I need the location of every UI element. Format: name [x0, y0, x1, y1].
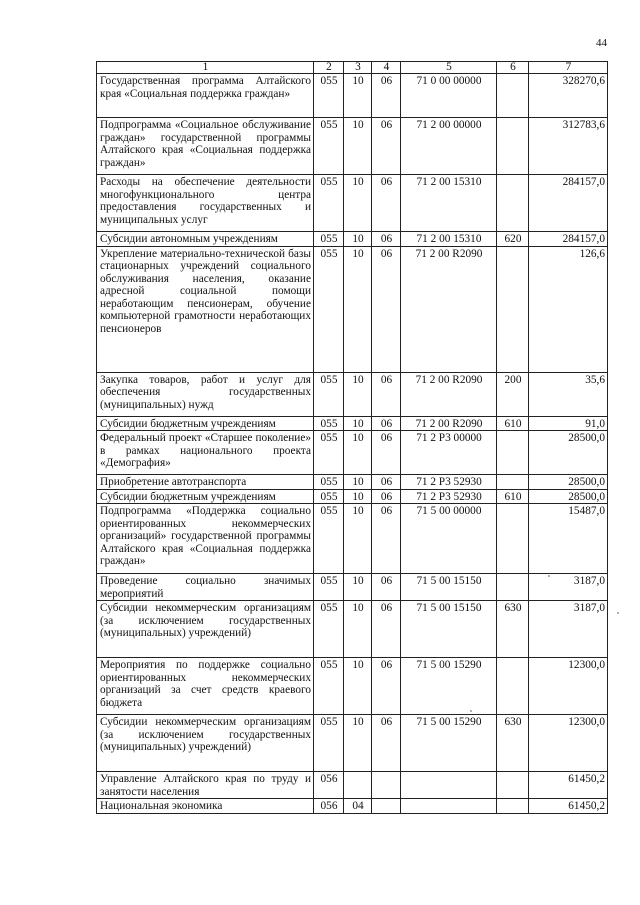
code-ministry-cell: 055 [314, 658, 344, 715]
code-ministry-cell: 055 [314, 416, 344, 431]
row-name-cell: Государственная программа Алтайского края «Социальная поддержка граждан» [97, 74, 314, 118]
code-subsection-cell: 06 [372, 431, 401, 475]
code-ministry-cell: 056 [314, 799, 344, 814]
code-subsection-cell [372, 799, 401, 814]
table-row [97, 574, 608, 601]
code-expense-type-cell [497, 772, 529, 799]
code-subsection-cell: 06 [372, 372, 401, 416]
code-target-cell: 71 5 00 15150 [401, 601, 497, 658]
amount-cell: 61450,2 [529, 799, 608, 814]
table-row [97, 489, 608, 504]
row-name-cell: Субсидии бюджетным учреждениям [97, 489, 314, 504]
code-section-cell: 10 [344, 175, 372, 232]
row-name-cell: Мероприятия по поддержке социально ориентированных некоммерческих организаций за счет средств краевого бюджета [97, 658, 314, 715]
budget-table [96, 61, 608, 814]
code-section-cell: 04 [344, 799, 372, 814]
column-header: 5 [401, 62, 497, 74]
table-row [97, 175, 608, 232]
table-row [97, 232, 608, 247]
scan-speck [548, 575, 550, 577]
row-name-cell: Приобретение автотранспорта [97, 475, 314, 490]
table-row [97, 601, 608, 658]
code-target-cell: 71 2 00 R2090 [401, 246, 497, 372]
code-ministry-cell: 055 [314, 118, 344, 175]
code-target-cell: 71 2 00 00000 [401, 118, 497, 175]
code-section-cell: 10 [344, 431, 372, 475]
table-row [97, 799, 608, 814]
table-body [97, 74, 608, 814]
amount-cell: 3187,0 [529, 601, 608, 658]
row-name-cell: Субсидии автономным учреждениям [97, 232, 314, 247]
amount-cell: 28500,0 [529, 489, 608, 504]
row-name-cell: Подпрограмма «Социальное обслуживание граждан» государственной программы Алтайского края «Социальная поддержка граждан» [97, 118, 314, 175]
code-expense-type-cell [497, 504, 529, 574]
code-expense-type-cell [497, 74, 529, 118]
code-expense-type-cell [497, 246, 529, 372]
code-ministry-cell: 055 [314, 504, 344, 574]
page-number: 44 [596, 37, 607, 49]
code-target-cell: 71 2 00 R2090 [401, 372, 497, 416]
code-ministry-cell: 055 [314, 175, 344, 232]
code-expense-type-cell: 630 [497, 715, 529, 772]
table-row [97, 416, 608, 431]
code-target-cell: 71 5 00 15290 [401, 715, 497, 772]
code-target-cell: 71 2 00 15310 [401, 232, 497, 247]
code-section-cell: 10 [344, 601, 372, 658]
row-name-cell: Управление Алтайского края по труду и занятости населения [97, 772, 314, 799]
column-header: 1 [97, 62, 314, 74]
code-expense-type-cell [497, 431, 529, 475]
code-section-cell: 10 [344, 416, 372, 431]
amount-cell: 3187,0 [529, 574, 608, 601]
scan-speck [617, 612, 619, 614]
code-section-cell: 10 [344, 475, 372, 490]
code-target-cell [401, 799, 497, 814]
table-row [97, 715, 608, 772]
code-expense-type-cell [497, 574, 529, 601]
row-name-cell: Субсидии бюджетным учреждениям [97, 416, 314, 431]
code-expense-type-cell [497, 118, 529, 175]
code-target-cell [401, 772, 497, 799]
code-section-cell: 10 [344, 372, 372, 416]
column-header: 4 [372, 62, 401, 74]
code-subsection-cell: 06 [372, 715, 401, 772]
code-section-cell: 10 [344, 658, 372, 715]
code-section-cell: 10 [344, 574, 372, 601]
table-row [97, 658, 608, 715]
row-name-cell: Проведение социально значимых мероприятий [97, 574, 314, 601]
code-ministry-cell: 055 [314, 246, 344, 372]
code-target-cell: 71 2 P3 52930 [401, 475, 497, 490]
amount-cell: 12300,0 [529, 715, 608, 772]
code-subsection-cell: 06 [372, 74, 401, 118]
column-header: 3 [344, 62, 372, 74]
header-row [97, 62, 608, 74]
code-subsection-cell: 06 [372, 232, 401, 247]
row-name-cell: Субсидии некоммерческим организациям (за исключением государственных (муниципальных) учреждений) [97, 715, 314, 772]
code-target-cell: 71 5 00 15150 [401, 574, 497, 601]
code-ministry-cell: 055 [314, 232, 344, 247]
code-ministry-cell: 055 [314, 475, 344, 490]
code-section-cell: 10 [344, 715, 372, 772]
code-section-cell: 10 [344, 504, 372, 574]
amount-cell: 284157,0 [529, 175, 608, 232]
code-subsection-cell: 06 [372, 416, 401, 431]
code-expense-type-cell [497, 175, 529, 232]
code-subsection-cell: 06 [372, 175, 401, 232]
code-ministry-cell: 055 [314, 574, 344, 601]
code-expense-type-cell: 630 [497, 601, 529, 658]
amount-cell: 61450,2 [529, 772, 608, 799]
code-ministry-cell: 055 [314, 489, 344, 504]
code-expense-type-cell: 610 [497, 416, 529, 431]
code-section-cell: 10 [344, 232, 372, 247]
code-ministry-cell: 055 [314, 74, 344, 118]
table-row [97, 475, 608, 490]
code-subsection-cell [372, 772, 401, 799]
code-subsection-cell: 06 [372, 475, 401, 490]
code-target-cell: 71 0 00 00000 [401, 74, 497, 118]
code-ministry-cell: 055 [314, 601, 344, 658]
table-row [97, 74, 608, 118]
amount-cell: 15487,0 [529, 504, 608, 574]
code-section-cell: 10 [344, 74, 372, 118]
code-section-cell: 10 [344, 118, 372, 175]
scan-speck [470, 710, 472, 712]
code-subsection-cell: 06 [372, 246, 401, 372]
amount-cell: 328270,6 [529, 74, 608, 118]
code-target-cell: 71 2 00 R2090 [401, 416, 497, 431]
code-ministry-cell: 055 [314, 372, 344, 416]
table-row [97, 246, 608, 372]
table-row [97, 772, 608, 799]
amount-cell: 126,6 [529, 246, 608, 372]
code-target-cell: 71 2 P3 00000 [401, 431, 497, 475]
code-expense-type-cell [497, 475, 529, 490]
table-row [97, 118, 608, 175]
amount-cell: 28500,0 [529, 431, 608, 475]
code-subsection-cell: 06 [372, 574, 401, 601]
code-expense-type-cell: 620 [497, 232, 529, 247]
code-expense-type-cell: 200 [497, 372, 529, 416]
table-row [97, 372, 608, 416]
code-subsection-cell: 06 [372, 658, 401, 715]
column-header: 2 [314, 62, 344, 74]
code-section-cell: 10 [344, 246, 372, 372]
row-name-cell: Субсидии некоммерческим организациям (за исключением государственных (муниципальных) учреждений) [97, 601, 314, 658]
table-row [97, 431, 608, 475]
row-name-cell: Национальная экономика [97, 799, 314, 814]
code-expense-type-cell [497, 658, 529, 715]
code-target-cell: 71 5 00 15290 [401, 658, 497, 715]
amount-cell: 35,6 [529, 372, 608, 416]
row-name-cell: Расходы на обеспечение деятельности многофункционального центра предоставления государственных и муниципальных услуг [97, 175, 314, 232]
row-name-cell: Федеральный проект «Старшее поколение» в рамках национального проекта «Демография» [97, 431, 314, 475]
amount-cell: 91,0 [529, 416, 608, 431]
row-name-cell: Подпрограмма «Поддержка социально ориентированных некоммерческих организаций» государственной программы Алтайского края «Социальная поддержка граждан» [97, 504, 314, 574]
code-expense-type-cell: 610 [497, 489, 529, 504]
code-subsection-cell: 06 [372, 489, 401, 504]
code-ministry-cell: 055 [314, 715, 344, 772]
code-section-cell [344, 772, 372, 799]
row-name-cell: Укрепление материально-технической базы стационарных учреждений социального обслуживания населения, оказание адресной социальной помощи неработающим пенсионерам, обучение компьютерной грамотности неработающих пенсионеров [97, 246, 314, 372]
code-ministry-cell: 056 [314, 772, 344, 799]
amount-cell: 12300,0 [529, 658, 608, 715]
row-name-cell: Закупка товаров, работ и услуг для обеспечения государственных (муниципальных) нужд [97, 372, 314, 416]
amount-cell: 312783,6 [529, 118, 608, 175]
code-expense-type-cell [497, 799, 529, 814]
code-subsection-cell: 06 [372, 118, 401, 175]
code-ministry-cell: 055 [314, 431, 344, 475]
amount-cell: 284157,0 [529, 232, 608, 247]
code-target-cell: 71 2 P3 52930 [401, 489, 497, 504]
code-target-cell: 71 5 00 00000 [401, 504, 497, 574]
table-row [97, 504, 608, 574]
amount-cell: 28500,0 [529, 475, 608, 490]
column-header: 6 [497, 62, 529, 74]
code-subsection-cell: 06 [372, 504, 401, 574]
code-subsection-cell: 06 [372, 601, 401, 658]
code-target-cell: 71 2 00 15310 [401, 175, 497, 232]
column-header: 7 [529, 62, 608, 74]
code-section-cell: 10 [344, 489, 372, 504]
